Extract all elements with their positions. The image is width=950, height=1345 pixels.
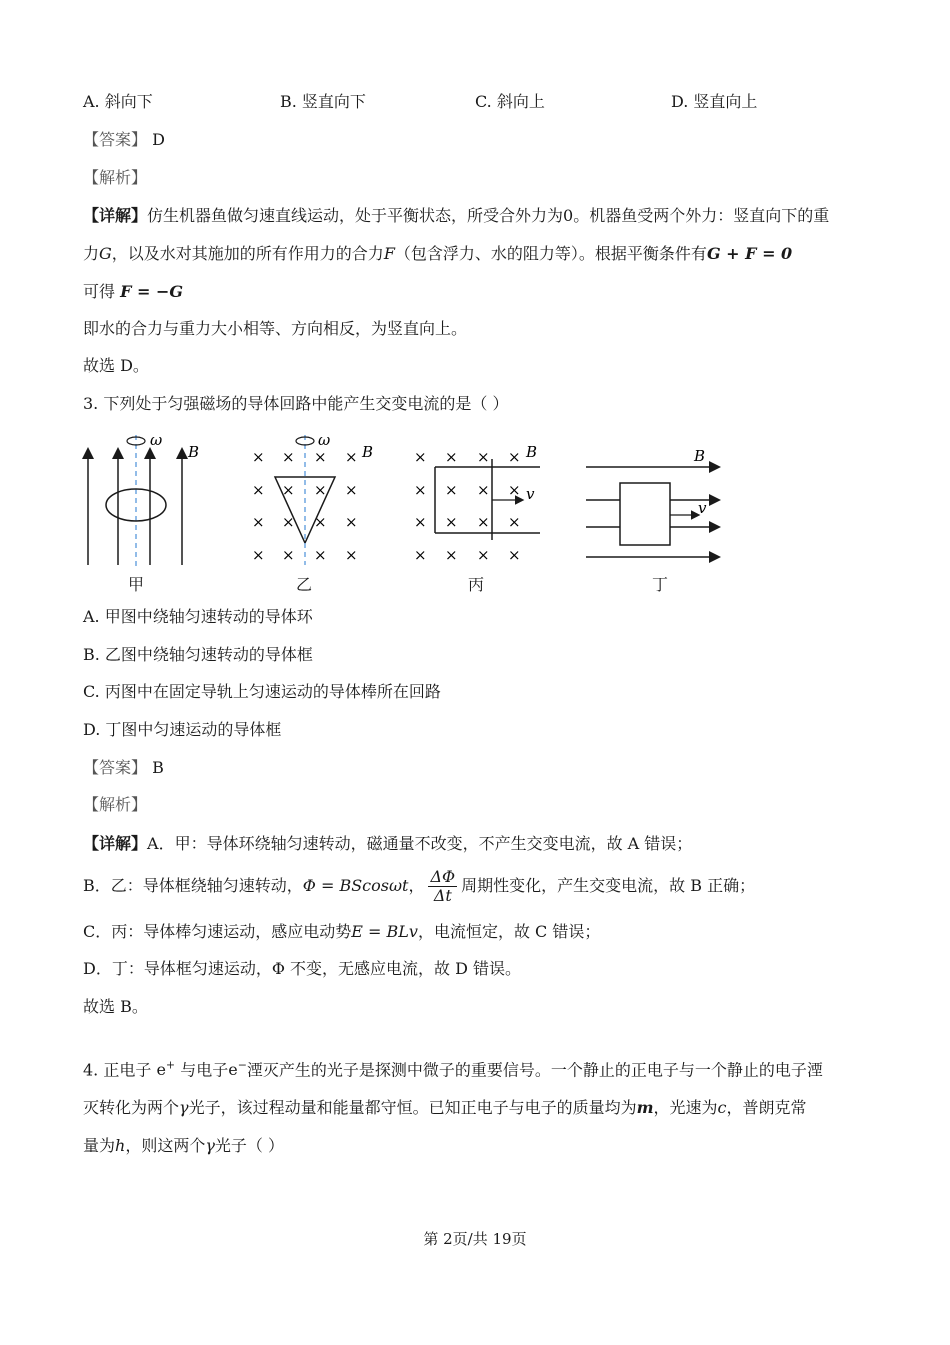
q2-detail-line4: 即水的合力与重力大小相等、方向相反，为竖直向上。 <box>83 319 468 338</box>
cross: × <box>345 448 358 466</box>
cross: × <box>314 546 327 564</box>
cross: × <box>252 513 265 531</box>
option-d: D. 竖直向上 <box>671 92 758 111</box>
symbol-g: G <box>99 244 112 263</box>
q2-analysis-label: 【解析】 <box>83 168 148 187</box>
text: 灭转化为两个 <box>83 1098 180 1117</box>
cross: × <box>477 546 490 564</box>
q2-detail-line1 <box>83 205 829 227</box>
text: ， <box>408 876 425 895</box>
cross: × <box>414 481 427 499</box>
q3-detail-b <box>83 866 755 906</box>
q3-option-a: A. 甲图中绕轴匀速转动的导体环 <box>83 607 313 626</box>
b-symbol: B <box>188 443 200 461</box>
cross: × <box>445 513 458 531</box>
answer-value: D <box>152 130 165 149</box>
fraction-numerator: ΔΦ <box>430 867 456 886</box>
figure-jia <box>88 431 199 570</box>
cross: × <box>345 546 358 564</box>
cross: × <box>314 481 327 499</box>
figure-bing <box>414 443 540 564</box>
text: 可得 <box>83 282 116 301</box>
answer-label: 【答案】 <box>83 130 148 149</box>
q3-option-c: C. 丙图中在固定导轨上匀速运动的导体棒所在回路 <box>83 682 441 701</box>
cross: × <box>508 481 521 499</box>
planck-symbol: h <box>115 1136 126 1155</box>
mass-symbol: m <box>636 1098 654 1117</box>
text: ，光速为 <box>653 1098 718 1117</box>
cross: × <box>414 513 427 531</box>
text: ，普朗克常 <box>726 1098 807 1117</box>
q3-detail-d: D．丁：导体框匀速运动，Φ 不变，无感应电流，故 D 错误。 <box>83 959 522 978</box>
b-symbol: B <box>526 443 538 461</box>
q3-answer <box>83 757 164 779</box>
cross: × <box>314 513 327 531</box>
equation-result: F = −G <box>120 282 184 301</box>
fig-label-ding: 丁 <box>652 575 669 594</box>
q4-line2 <box>83 1097 807 1119</box>
page-footer: 第 2页/共 19页 <box>423 1230 527 1248</box>
omega-symbol: ω <box>150 431 163 449</box>
q3-conclusion: 故选 B。 <box>83 997 148 1016</box>
fig-label-yi: 乙 <box>296 575 313 594</box>
cross: × <box>314 448 327 466</box>
cross: × <box>252 448 265 466</box>
cross: × <box>282 513 295 531</box>
cross: × <box>414 448 427 466</box>
b-symbol: B <box>694 447 706 465</box>
text: B．乙：导体框绕轴匀速转动， <box>83 876 303 895</box>
cross: × <box>445 481 458 499</box>
cross: × <box>477 513 490 531</box>
figure-yi <box>252 431 373 565</box>
electron-symbol <box>228 1060 247 1079</box>
fig-label-jia: 甲 <box>128 575 145 594</box>
omega-symbol: ω <box>318 431 331 449</box>
option-a: A. 斜向下 <box>83 92 153 111</box>
cross: × <box>477 448 490 466</box>
q3-stem: 3. 下列处于匀强磁场的导体回路中能产生交变电流的是（ ） <box>83 394 509 413</box>
detail-text: 仿生机器鱼做匀速直线运动，处于平衡状态，所受合外力为0。机器鱼受两个外力：竖直向下的重 <box>147 206 830 225</box>
cross: × <box>252 481 265 499</box>
cross: × <box>345 513 358 531</box>
text: 光子（ ） <box>214 1136 284 1155</box>
text: C．丙：导体棒匀速运动，感应电动势 <box>83 922 352 941</box>
emf-formula: E = BLv <box>351 922 418 941</box>
q3-analysis-label: 【解析】 <box>83 795 148 814</box>
superscript: + <box>165 1059 176 1072</box>
q2-detail-line3 <box>83 281 183 303</box>
cross: × <box>345 481 358 499</box>
q2-answer <box>83 129 165 151</box>
text: 周期性变化，产生交变电流，故 B 正确； <box>461 876 756 895</box>
e-letter: e <box>228 1060 238 1080</box>
detail-label: 【详解】 <box>83 834 148 853</box>
cross: × <box>508 448 521 466</box>
v-symbol: v <box>698 499 707 517</box>
positron-symbol <box>156 1060 175 1079</box>
text: 与电子 <box>175 1060 229 1080</box>
cross: × <box>282 448 295 466</box>
text: 光子，该过程动量和能量都守恒。已知正电子与电子的质量均为 <box>188 1098 637 1117</box>
q2-conclusion: 故选 D。 <box>83 356 149 375</box>
cross: × <box>252 546 265 564</box>
flux-formula: Φ = BScosωt <box>302 876 409 895</box>
light-speed-symbol: c <box>717 1098 727 1117</box>
text: ，电流恒定，故 C 错误； <box>417 922 601 941</box>
symbol-f: F <box>383 244 395 263</box>
answer-label: 【答案】 <box>83 758 148 777</box>
q3-option-b: B. 乙图中绕轴匀速转动的导体框 <box>83 645 313 664</box>
q3-detail-c <box>83 921 600 943</box>
cross: × <box>282 481 295 499</box>
cross: × <box>477 481 490 499</box>
text: （包含浮力、水的阻力等）。根据平衡条件有 <box>394 244 707 263</box>
text: 湮灭产生的光子是探测中微子的重要信号。一个静止的正电子与一个静止的电子湮 <box>246 1060 823 1080</box>
cross: × <box>508 546 521 564</box>
cross: × <box>414 546 427 564</box>
option-c: C. 斜向上 <box>475 92 545 111</box>
detail-label: 【详解】 <box>83 206 148 225</box>
option-b: B. 竖直向下 <box>280 92 366 111</box>
b-symbol: B <box>362 443 374 461</box>
text: 4. 正电子 <box>83 1060 157 1080</box>
q4-line3 <box>83 1135 284 1157</box>
fig-label-bing: 丙 <box>468 575 485 594</box>
q3-figures <box>70 425 750 575</box>
cross: × <box>282 546 295 564</box>
v-symbol: v <box>526 485 535 503</box>
text: ，以及水对其施加的所有作用力的合力 <box>111 244 384 263</box>
cross: × <box>445 448 458 466</box>
text: 量为 <box>83 1136 116 1155</box>
text: A．甲：导体环绕轴匀速转动，磁通量不改变，不产生交变电流，故 A 错误； <box>147 834 693 853</box>
superscript: − <box>237 1059 247 1072</box>
text: 力 <box>83 244 100 263</box>
cross: × <box>508 513 521 531</box>
e-letter: e <box>156 1060 166 1080</box>
gamma-symbol: γ <box>205 1136 215 1155</box>
q2-detail-line2 <box>83 243 792 265</box>
answer-value: B <box>152 758 164 777</box>
text: ，则这两个 <box>125 1136 206 1155</box>
flux-rate-fraction <box>428 868 457 905</box>
fraction-denominator: Δt <box>433 886 452 905</box>
q4-line1 <box>83 1055 823 1081</box>
equation-balance: G + F = 0 <box>706 244 793 263</box>
figure-ding <box>586 447 718 557</box>
q3-option-d: D. 丁图中匀速运动的导体框 <box>83 720 282 739</box>
cross: × <box>445 546 458 564</box>
gamma-symbol: γ <box>179 1098 189 1117</box>
q3-detail-a <box>83 833 692 855</box>
